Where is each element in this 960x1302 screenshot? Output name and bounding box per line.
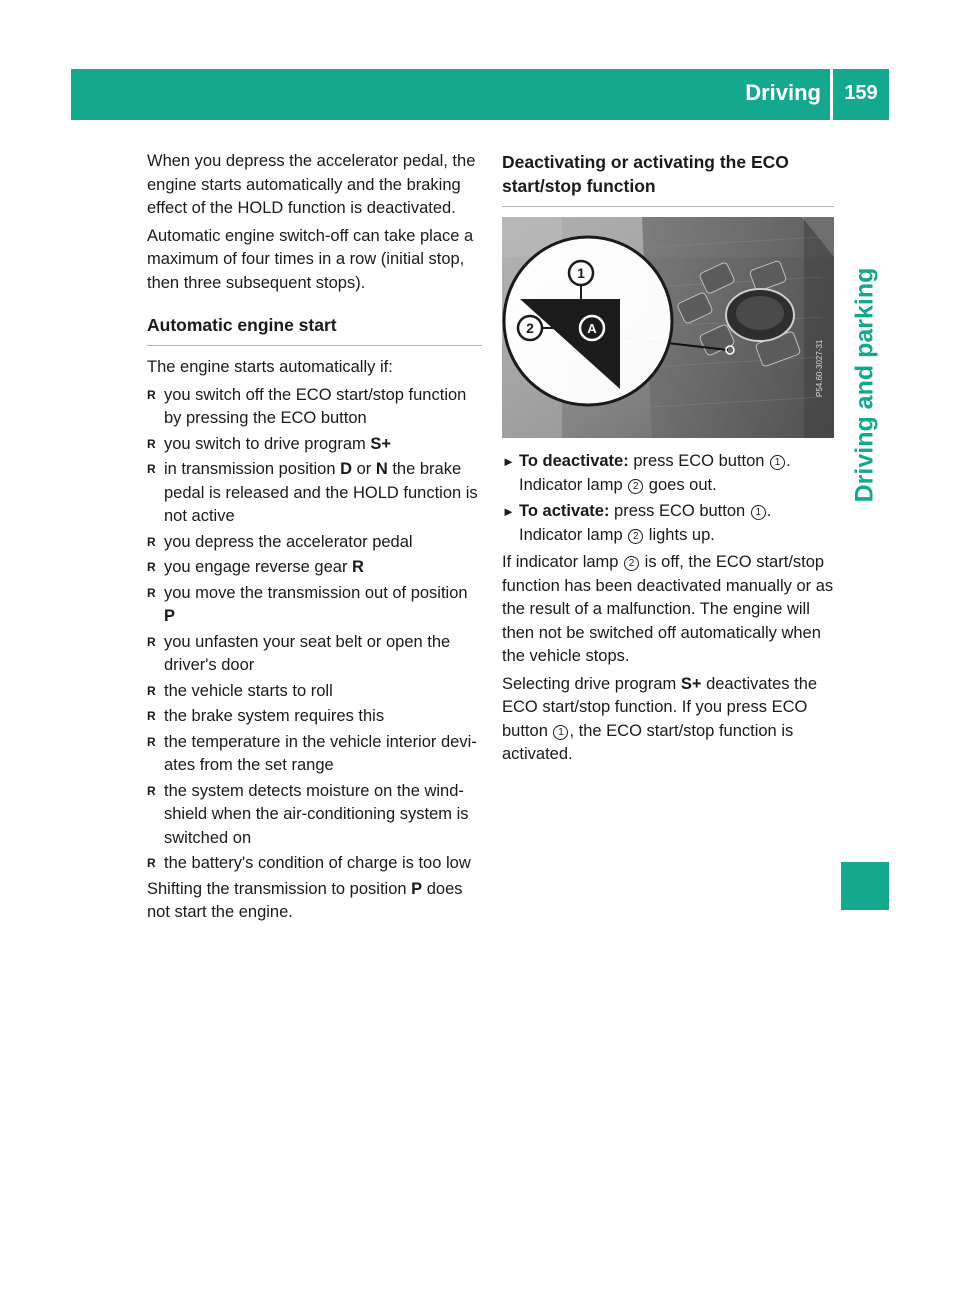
- number-1-icon: 1: [553, 725, 568, 740]
- arrow-icon: ►: [502, 454, 515, 469]
- list-item: R you unfasten your seat belt or open the driver's door: [147, 631, 482, 678]
- list-item: R you move the transmission out of position P: [147, 582, 482, 629]
- list-intro: The engine starts automatically if:: [147, 358, 393, 376]
- side-tab-label: Driving and parking: [850, 267, 879, 503]
- list-item: R the temperature in the vehicle interior devi- ates from the set range: [147, 731, 482, 778]
- paragraph: Shifting the transmission to position P does not start the engine.: [147, 879, 463, 921]
- list-item: R the brake system requires this: [147, 705, 482, 729]
- step-deactivate: ► To deactivate: press ECO button 1 . Indicator lamp 2 goes out.: [502, 452, 791, 494]
- paragraph: When you depress the accelerator pedal, the engine starts automatically and the braking effect of the HOLD function is deactivated.: [147, 152, 476, 217]
- list-item: R you switch to drive program S+: [147, 433, 482, 457]
- list-item: R the battery's condition of charge is too low: [147, 852, 482, 876]
- section-heading-eco: Deactivating or activating the ECO start/stop function: [502, 150, 834, 207]
- list-item: R you switch off the ECO start/stop function by pressing the ECO button: [147, 384, 482, 431]
- side-tab-marker: [841, 862, 889, 910]
- left-column: [147, 150, 482, 929]
- number-2-icon: 2: [624, 556, 639, 571]
- section-title: Driving: [745, 80, 821, 105]
- image-reference-code: P54.60-3027-31: [815, 339, 824, 397]
- list-item: R you engage reverse gear R: [147, 556, 482, 580]
- list-item: R in transmission position D or N the brake pedal is released and the HOLD function is not active: [147, 458, 482, 529]
- step-activate: ► To activate: press ECO button 1 . Indicator lamp 2 lights up.: [502, 502, 772, 544]
- engine-start-conditions: [147, 384, 482, 876]
- callout-2: 2: [526, 320, 534, 336]
- list-item: R the vehicle starts to roll: [147, 680, 482, 704]
- list-item: R the system detects moisture on the wind- shield when the air-conditioning system is switched on: [147, 780, 482, 851]
- header-bar: [71, 69, 889, 120]
- subheading-automatic-engine-start: Automatic engine start: [147, 313, 482, 346]
- number-1-icon: 1: [751, 505, 766, 520]
- side-tab: [841, 135, 889, 815]
- number-2-icon: 2: [628, 479, 643, 494]
- eco-steps: [502, 450, 834, 547]
- list-item: R you depress the accelerator pedal: [147, 531, 482, 555]
- arrow-icon: ►: [502, 504, 515, 519]
- callout-1: 1: [577, 265, 585, 281]
- number-2-icon: 2: [628, 529, 643, 544]
- paragraph: If indicator lamp 2 is off, the ECO start/stop function has been deactivated manually or as the result of a malfunction. The engine will then not be switched off automatically when the vehicle stops.: [502, 553, 834, 665]
- paragraph: Automatic engine switch-off can take place a maximum of four times in a row (initial stop, then three subsequent stops).: [147, 226, 474, 292]
- paragraph: Selecting drive program S+ deactivates the ECO start/stop function. If you press ECO button 1 , the ECO start/stop function is activated.: [502, 674, 818, 763]
- eco-button-photo: [502, 217, 834, 438]
- right-column: [502, 150, 834, 771]
- number-1-icon: 1: [770, 455, 785, 470]
- page-number: 159: [844, 82, 878, 104]
- eco-button-letter: A: [587, 321, 597, 336]
